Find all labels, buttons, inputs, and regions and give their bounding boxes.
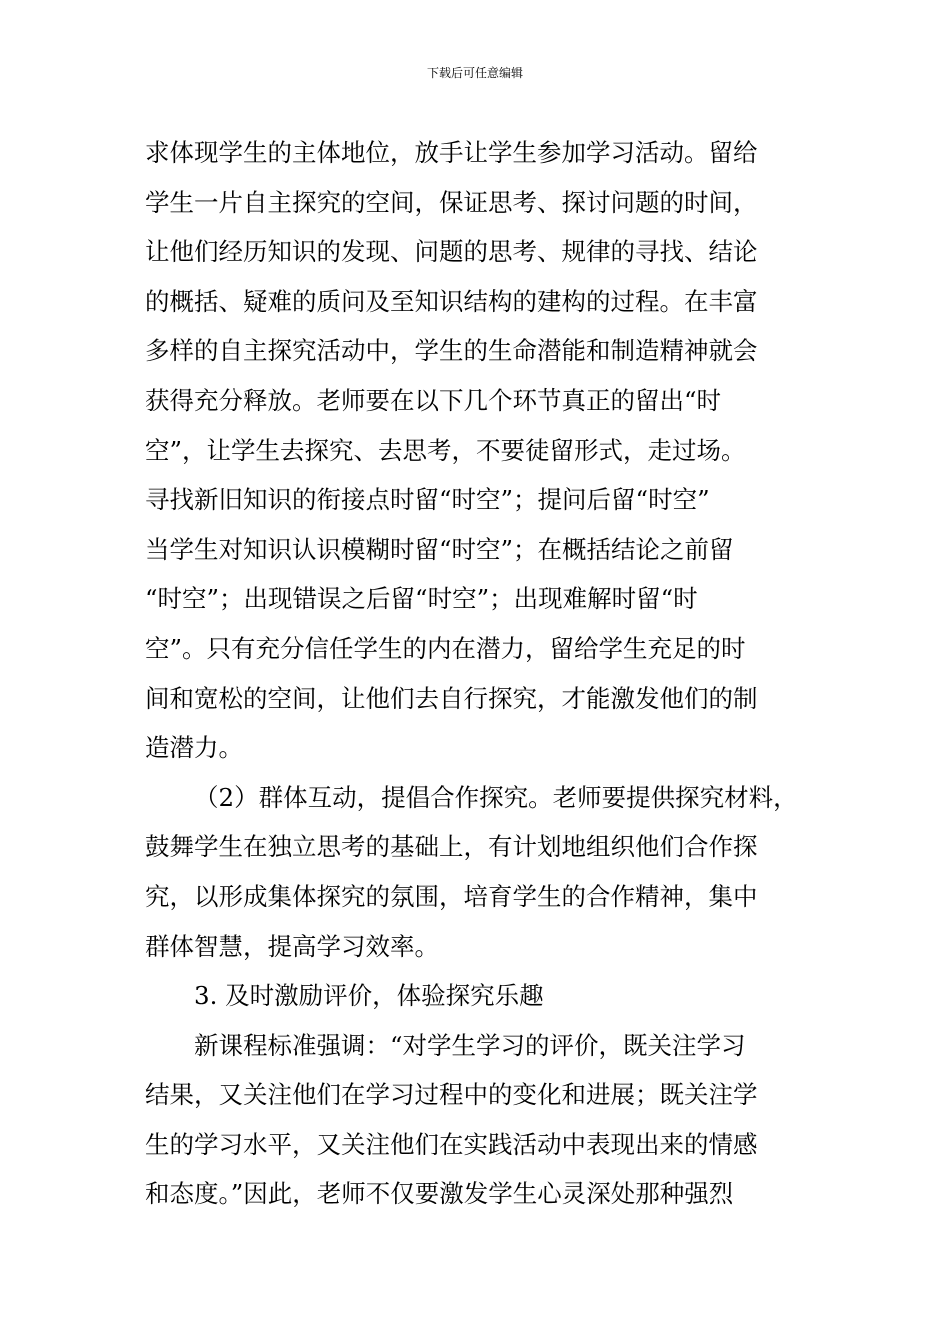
paragraph-start-line: 新课程标准强调：“对学生学习的评价，既关注学习	[194, 1030, 746, 1060]
page-header: 下载后可任意编辑	[426, 66, 523, 80]
section-heading: 3. 及时激励评价，体验探究乐趣	[194, 981, 544, 1011]
text-line: 结果，又关注他们在学习过程中的变化和进展；既关注学	[145, 1080, 758, 1110]
text-line: 让他们经历知识的发现、问题的思考、规律的寻找、结论	[145, 237, 758, 267]
text-line: 鼓舞学生在独立思考的基础上，有计划地组织他们合作探	[145, 832, 758, 862]
text-line: 空”。只有充分信任学生的内在潜力，留给学生充足的时	[145, 633, 746, 663]
text-line: 的概括、疑难的质问及至知识结构的建构的过程。在丰富	[145, 286, 758, 316]
text-line: 空”，让学生去探究、去思考，不要徒留形式，走过场。	[145, 435, 746, 465]
text-line: 生的学习水平，又关注他们在实践活动中表现出来的情感	[145, 1129, 758, 1159]
text-line: 群体智慧，提高学习效率。	[145, 931, 439, 961]
text-line: 求体现学生的主体地位，放手让学生参加学习活动。留给	[145, 138, 758, 167]
document-body	[145, 128, 813, 1219]
text-line: 究，以形成集体探究的氛围，培育学生的合作精神，集中	[145, 881, 758, 911]
text-line: 造潜力。	[145, 733, 243, 763]
text-line: 获得充分释放。老师要在以下几个环节真正的留出“时	[145, 385, 722, 415]
text-line: 和态度。”因此，老师不仅要激发学生心灵深处那种强烈	[145, 1179, 734, 1209]
paragraph-start-line: （2）群体互动，提倡合作探究。老师要提供探究材料，	[194, 782, 798, 812]
text-line: “时空”；出现错误之后留“时空”；出现难解时留“时	[145, 584, 698, 614]
text-line: 间和宽松的空间，让他们去自行探究，才能激发他们的制	[145, 683, 758, 713]
text-line: 学生一片自主探究的空间，保证思考、探讨问题的时间，	[145, 187, 758, 217]
text-line: 多样的自主探究活动中，学生的生命潜能和制造精神就会	[145, 336, 758, 366]
text-line: 当学生对知识认识模糊时留“时空”；在概括结论之前留	[145, 534, 734, 564]
text-line: 寻找新旧知识的衔接点时留“时空”；提问后留“时空”	[145, 485, 710, 515]
